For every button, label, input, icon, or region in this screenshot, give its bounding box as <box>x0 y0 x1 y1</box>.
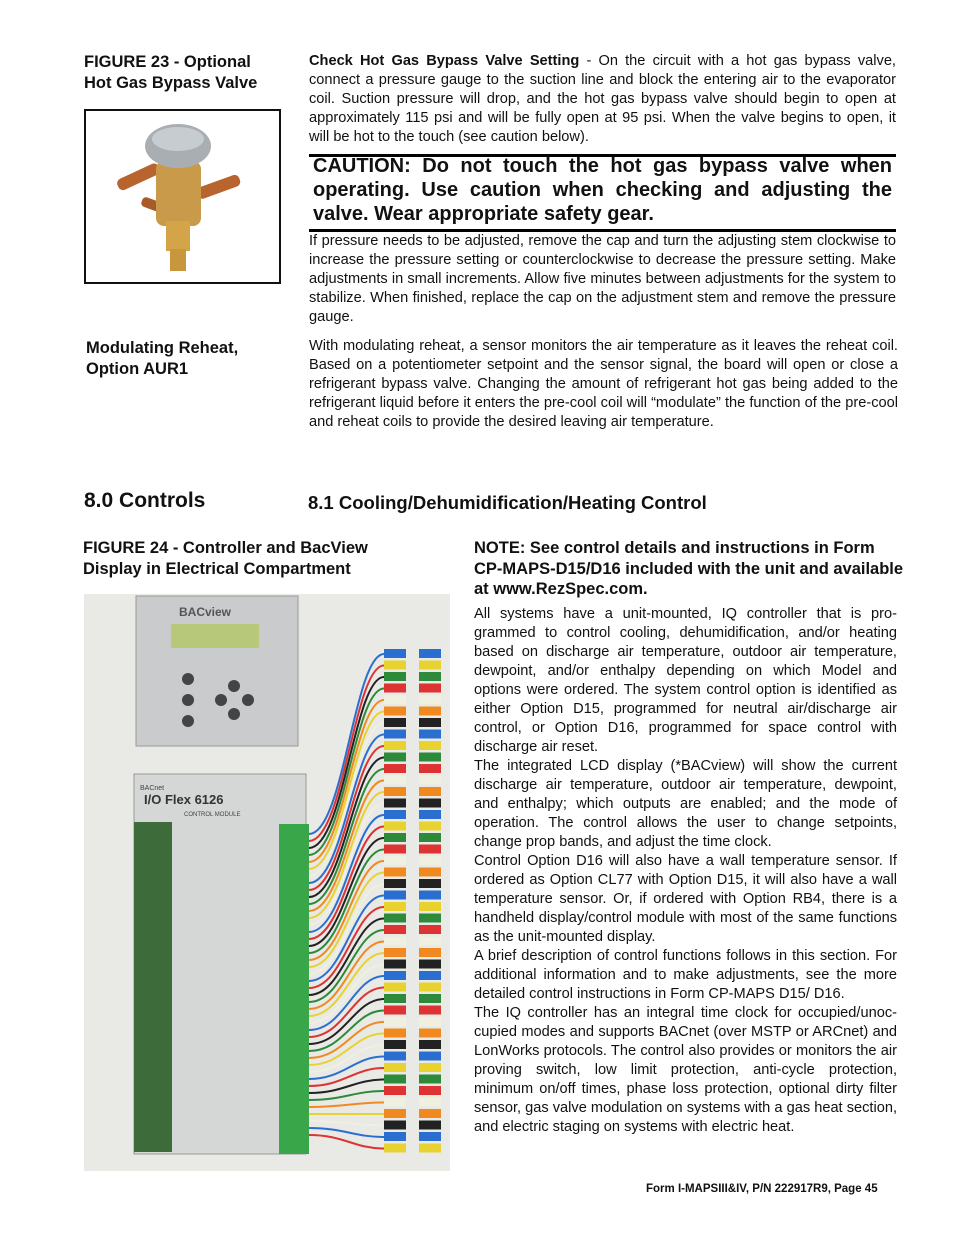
paragraph-heading: Check Hot Gas Bypass Valve Setting <box>309 53 580 69</box>
caption-line: FIGURE 23 - Optional <box>84 53 251 71</box>
label-line: Modulating Reheat, <box>86 339 239 357</box>
hot-gas-bypass-valve-photo <box>84 109 281 284</box>
section-title: 8.0 Controls <box>84 489 206 512</box>
photo-label: I/O Flex 6126 <box>144 792 224 807</box>
controls-body <box>474 605 897 1137</box>
caption-line: FIGURE 24 - Controller and BacView <box>83 539 368 557</box>
page-footer: Form I-MAPSIII&IV, P/N 222917R9, Page 45 <box>646 1183 878 1195</box>
label-line: Option AUR1 <box>86 360 189 378</box>
reheat-label <box>86 338 238 380</box>
paragraph: All systems have a unit-mounted, IQ controller that is programmed to control cooling, dehumidification, and/or heating based on discharge air temperature, outdoor air temperature, dewpoint, and/or enthalpy depending on which Model and options were ordered. The system control option is identified as either Option D15, programmed for neutral air/discharge air control, or Option D16, programmed for space control with discharge air reset. <box>474 606 897 755</box>
paragraph: A brief description of control functions follows in this section. For additional information and to make adjustments, see the more detailed control instructions in Form CP-MAPS D15/ D16. <box>474 948 897 1002</box>
photo-label: BACview <box>179 605 232 619</box>
controller-photo <box>84 594 450 1171</box>
reheat-paragraph: With modulating reheat, a sensor monitors the air temperature as it leaves the reheat coil. Based on a potentiometer setpoint and the sensor signal, the board will open or close a refrigerant bypass valve. Changing the amount of refrigerant hot gas being added to the refrigerant liquid before it enters the pre-cool coil will “modulate” the function of the pre-cool and reheat coils to provide the desired leaving air temperature. <box>309 338 898 430</box>
paragraph: The integrated LCD display (*BACview) will show the current discharge air temperature, outdoor air temperature, dewpoint, and enthalpy; which outputs are enabled; and the mode of operation. The control allows the user to change setpoints, change prop bands, and adjust the time clock. <box>474 758 897 850</box>
caution-text: CAUTION: Do not touch the hot gas bypass valve when operating. Use caution when checking and adjusting the valve. Wear appropriate safety gear. <box>313 155 892 225</box>
paragraph: Control Option D16 will also have a wall temperature sensor. If ordered as Option CL77 with Option D15, it will also have a wall temperature sensor. Or, if ordered with Option RB4, there is a handheld display/control module with most of the same functions as the unit-mounted display. <box>474 853 897 945</box>
hot-gas-check-paragraph <box>309 52 896 147</box>
paragraph: The IQ controller has an integral time clock for occupied/unoccupied modes and supports BACnet (over MSTP or ARCnet) and LonWorks protocols. The control also provides or monitors the air proving switch, low limit protection, anti-cycle protection, minimum on/off times, phase loss protection, optional dirty filter sensor, gas valve modulation on systems with a gas heat section, and electric staging on systems with electric heat. <box>474 1005 897 1135</box>
caption-line: Hot Gas Bypass Valve <box>84 74 258 92</box>
adjust-paragraph: If pressure needs to be adjusted, remove the cap and turn the adjusting stem clockwise to increase the pressure setting or counterclockwise to decrease the pressure setting. Make adjustments in small increments. Allow five minutes between adjustments for the system to stabilize. When finished, replace the cap on the adjustment stem and remove the pressure gauge. <box>309 233 896 325</box>
note-text: NOTE: See control details and instructions in Form CP-MAPS-D15/D16 included with the unit and available at www.RezSpec.com. <box>474 539 904 598</box>
subsection-title: 8.1 Cooling/Dehumidification/Heating Control <box>308 492 707 513</box>
paragraph-body: - On the circuit with a hot gas bypass valve, connect a pressure gauge to the suction line and block the entering air to the evaporator coil. Suction pressure will drop, and the hot gas bypass valve should begin to open at approximately 115 psi and will be fully open at 95 psi. When the valve begins to open, it will be hot to the touch (see caution below). <box>309 53 896 145</box>
figure-23-caption <box>84 52 257 94</box>
figure-24-caption <box>83 538 368 580</box>
caption-line: Display in Electrical Compartment <box>83 560 351 578</box>
photo-label: BACnet <box>140 785 165 792</box>
photo-label: CONTROL MODULE <box>184 812 241 818</box>
